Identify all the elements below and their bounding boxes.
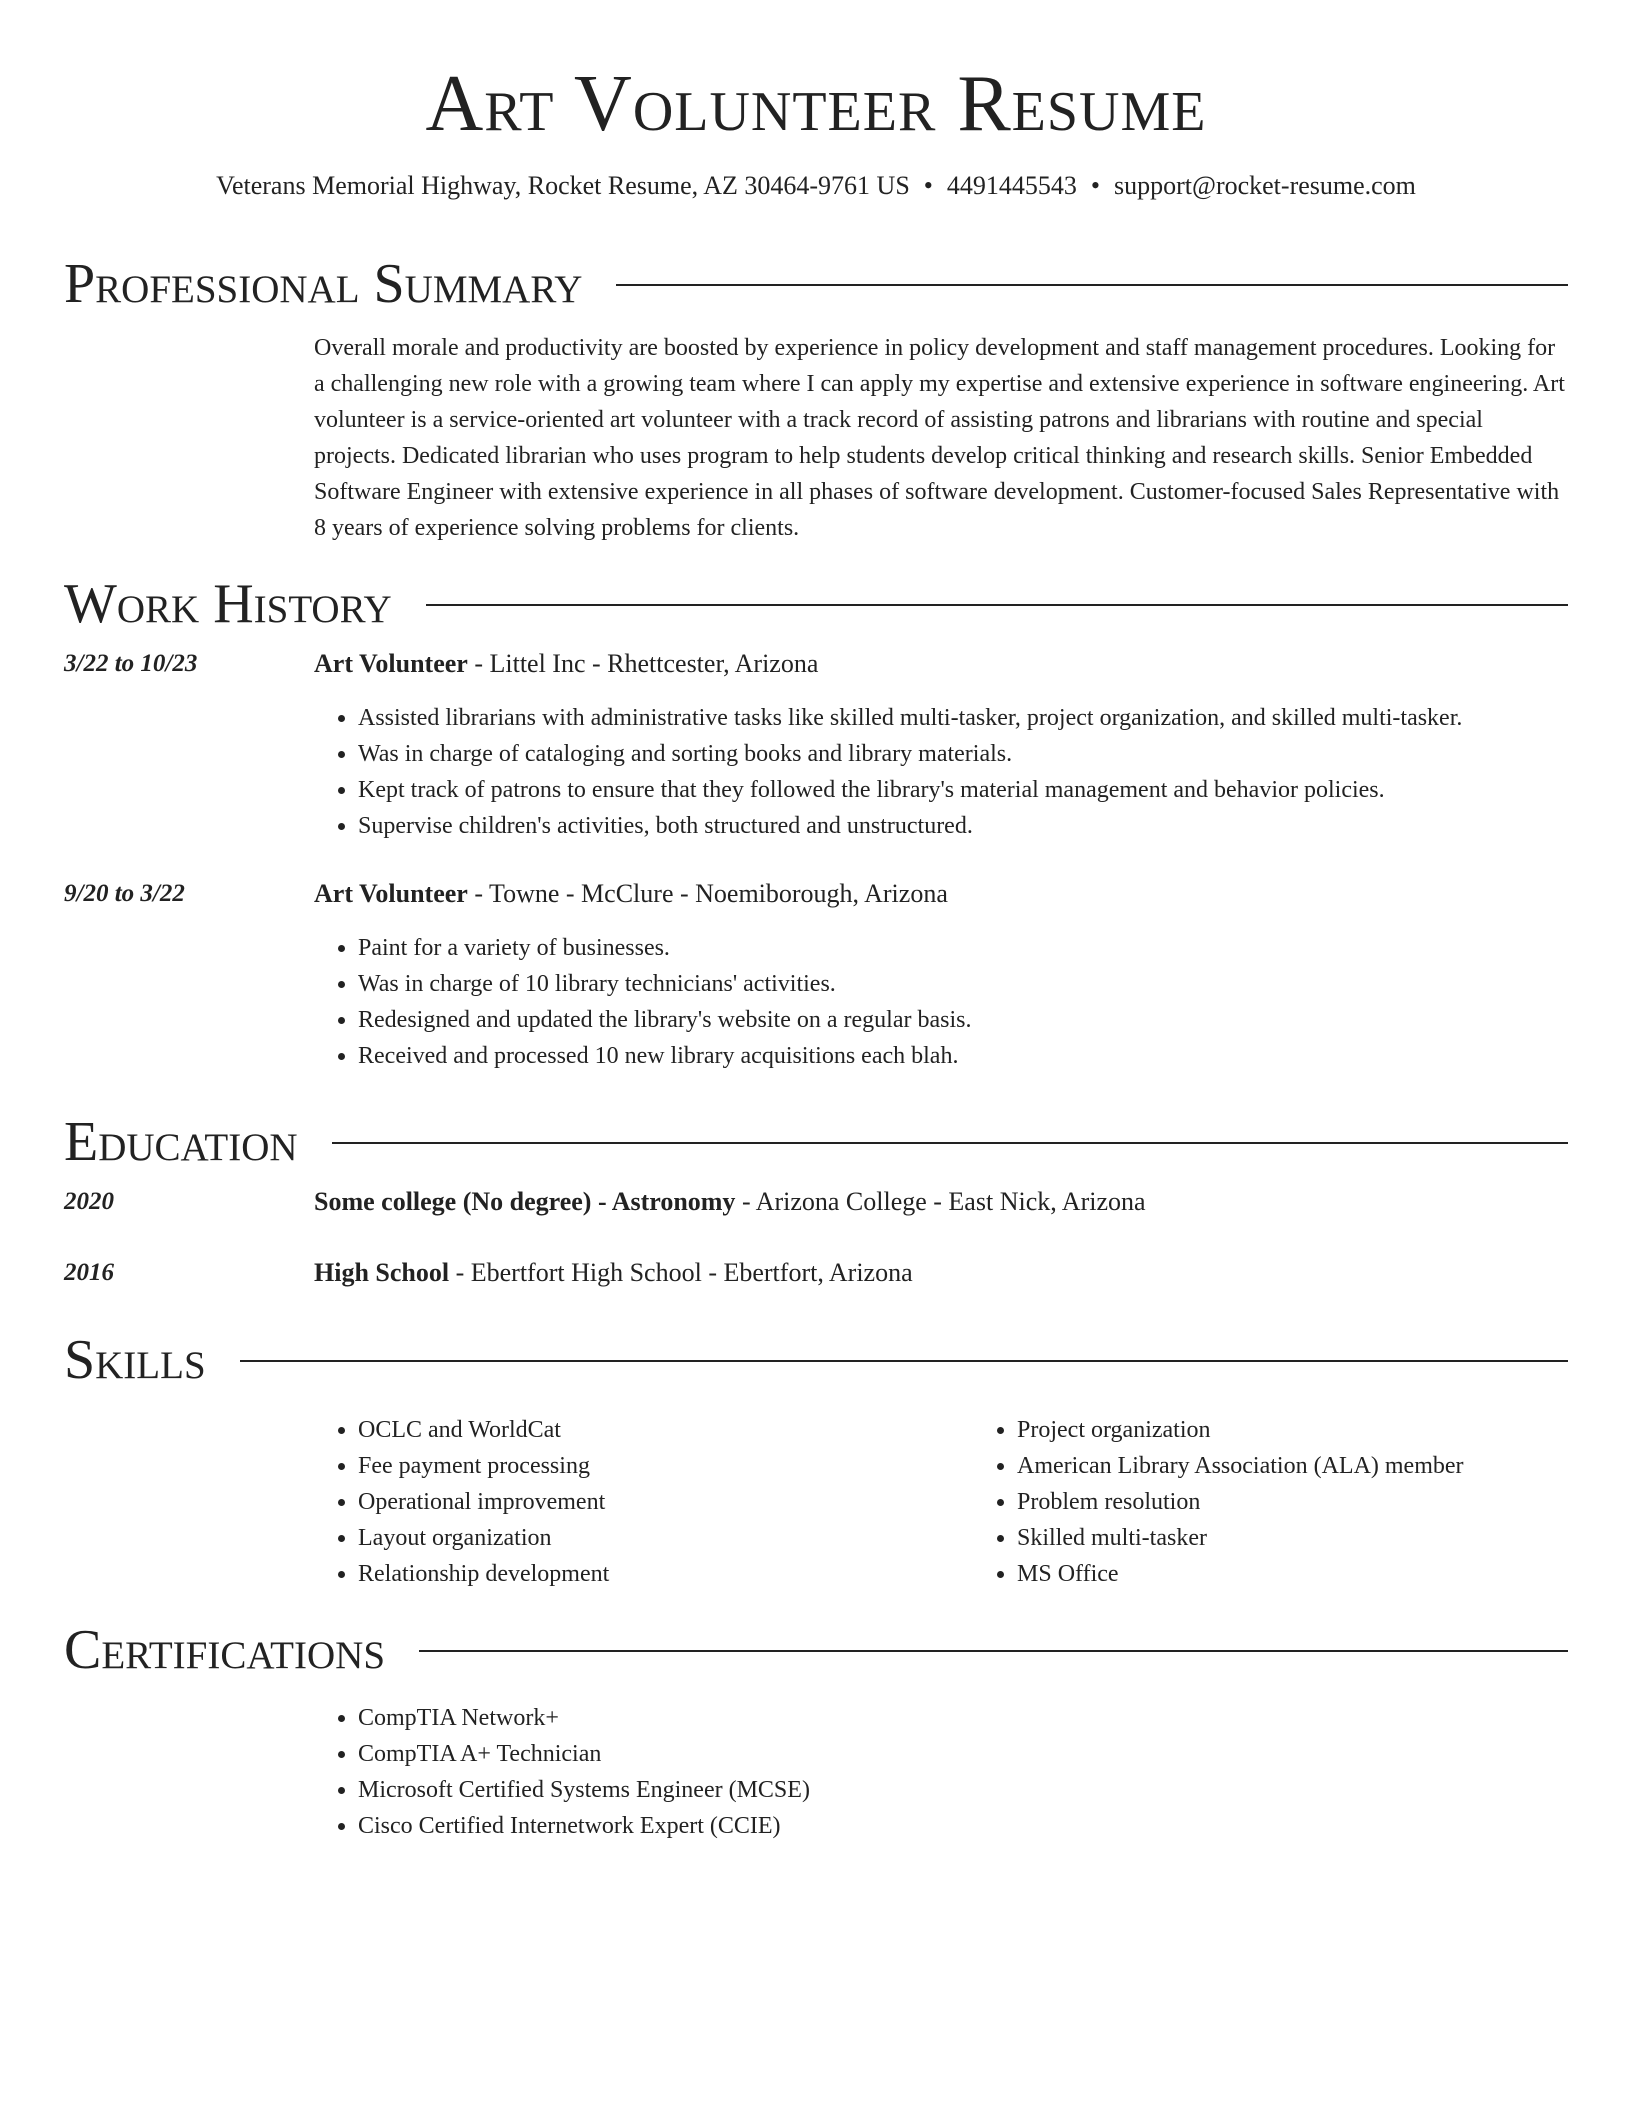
job-heading: [314, 876, 1568, 912]
section-heading: Work History: [64, 573, 392, 635]
education-entry: [64, 1184, 1568, 1220]
section-heading: Certifications: [64, 1619, 386, 1681]
contact-line: [64, 170, 1568, 202]
list-item: • MS Office: [1017, 1556, 1632, 1592]
education-entry: [64, 1255, 1568, 1291]
job-dates: 9/20 to 3/22: [64, 880, 185, 907]
list-item: • Problem resolution: [1017, 1484, 1632, 1520]
list-item: • Microsoft Certified Systems Engineer (MCSE): [358, 1772, 1568, 1808]
summary-body: [314, 330, 1568, 546]
summary-text: Overall morale and productivity are boosted by experience in policy development and staff management procedures. Looking for a challenging new role with a growing team where I can apply my expertise and extensive experience in software engineering. Art volunteer is a service-oriented art volunteer with a track record of assisting patrons and librarians with routine and special projects. Dedicated librarian who uses program to help students develop critical thinking and research skills. Senior Embedded Software Engineer with extensive experience in all phases of software development. Customer-focused Sales Representative with 8 years of experience solving problems for clients.: [314, 335, 1565, 541]
skills-list-right: [973, 1412, 1632, 1592]
list-item: • Paint for a variety of businesses.: [358, 930, 1568, 966]
resume-title: Art Volunteer Resume: [425, 60, 1207, 148]
education-degree: Some college (No degree) - Astronomy: [314, 1187, 736, 1216]
education-year: 2016: [64, 1259, 114, 1286]
section-divider: [419, 1650, 1568, 1652]
section-heading: Professional Summary: [64, 253, 583, 315]
list-item: • Assisted librarians with administrative tasks like skilled multi-tasker, project organization, and skilled multi-tasker.: [358, 700, 1568, 736]
job-dates: 3/22 to 10/23: [64, 650, 198, 677]
education-details: - Arizona College - East Nick, Arizona: [735, 1187, 1146, 1216]
job-role: Art Volunteer: [314, 879, 468, 908]
list-item: • Layout organization: [358, 1520, 973, 1556]
list-item: • CompTIA Network+: [358, 1700, 1568, 1736]
education-degree: High School: [314, 1258, 450, 1287]
section-header: [64, 574, 1568, 634]
section-heading: Skills: [64, 1329, 206, 1391]
list-item: • Kept track of patrons to ensure that they followed the library's material management and behavior policies.: [358, 772, 1568, 808]
section-header: [64, 1330, 1568, 1390]
list-item: • Project organization: [1017, 1412, 1632, 1448]
contact-phone: 4491445543: [946, 171, 1077, 200]
list-item: • Was in charge of 10 library technicians' activities.: [358, 966, 1568, 1002]
job-role: Art Volunteer: [314, 649, 468, 678]
certifications-body: [314, 1700, 1568, 1844]
skills-list-left: [314, 1412, 973, 1592]
certifications-list: [314, 1700, 1568, 1844]
list-item: • CompTIA A+ Technician: [358, 1736, 1568, 1772]
list-item: • Redesigned and updated the library's website on a regular basis.: [358, 1002, 1568, 1038]
job-entry: [64, 646, 1568, 844]
education-heading: [314, 1255, 1568, 1291]
list-item: • Cisco Certified Internetwork Expert (CCIE): [358, 1808, 1568, 1844]
section-heading: Education: [64, 1111, 298, 1173]
section-divider: [426, 604, 1568, 606]
contact-separator: •: [923, 171, 933, 200]
job-bullets: [314, 930, 1568, 1074]
contact-separator: •: [1090, 171, 1100, 200]
list-item: • Fee payment processing: [358, 1448, 973, 1484]
list-item: • Operational improvement: [358, 1484, 973, 1520]
skills-grid: [314, 1412, 1568, 1592]
section-header: [64, 254, 1568, 314]
job-heading: [314, 646, 1568, 682]
contact-email: support@rocket-resume.com: [1114, 171, 1416, 200]
section-header: [64, 1112, 1568, 1172]
list-item: • OCLC and WorldCat: [358, 1412, 973, 1448]
work-history-section: [64, 574, 1568, 1074]
list-item: • Supervise children's activities, both structured and unstructured.: [358, 808, 1568, 844]
section-divider: [616, 284, 1568, 286]
list-item: • Received and processed 10 new library acquisitions each blah.: [358, 1038, 1568, 1074]
job-entry: [64, 876, 1568, 1074]
education-section: [64, 1112, 1568, 1291]
job-details: - Towne - McClure - Noemiborough, Arizona: [467, 879, 948, 908]
job-details: - Littel Inc - Rhettcester, Arizona: [467, 649, 819, 678]
contact-address: Veterans Memorial Highway, Rocket Resume, AZ 30464-9761 US: [216, 171, 910, 200]
section-header: [64, 1620, 1568, 1680]
section-divider: [240, 1360, 1568, 1362]
list-item: • American Library Association (ALA) member: [1017, 1448, 1632, 1484]
list-item: • Skilled multi-tasker: [1017, 1520, 1632, 1556]
list-item: • Was in charge of cataloging and sorting books and library materials.: [358, 736, 1568, 772]
education-year: 2020: [64, 1188, 114, 1215]
education-details: - Ebertfort High School - Ebertfort, Arizona: [449, 1258, 913, 1287]
list-item: • Relationship development: [358, 1556, 973, 1592]
job-bullets: [314, 700, 1568, 844]
section-divider: [332, 1142, 1568, 1144]
skills-section: [64, 1330, 1568, 1592]
certifications-section: [64, 1620, 1568, 1844]
summary-section: [64, 254, 1568, 546]
education-heading: [314, 1184, 1568, 1220]
